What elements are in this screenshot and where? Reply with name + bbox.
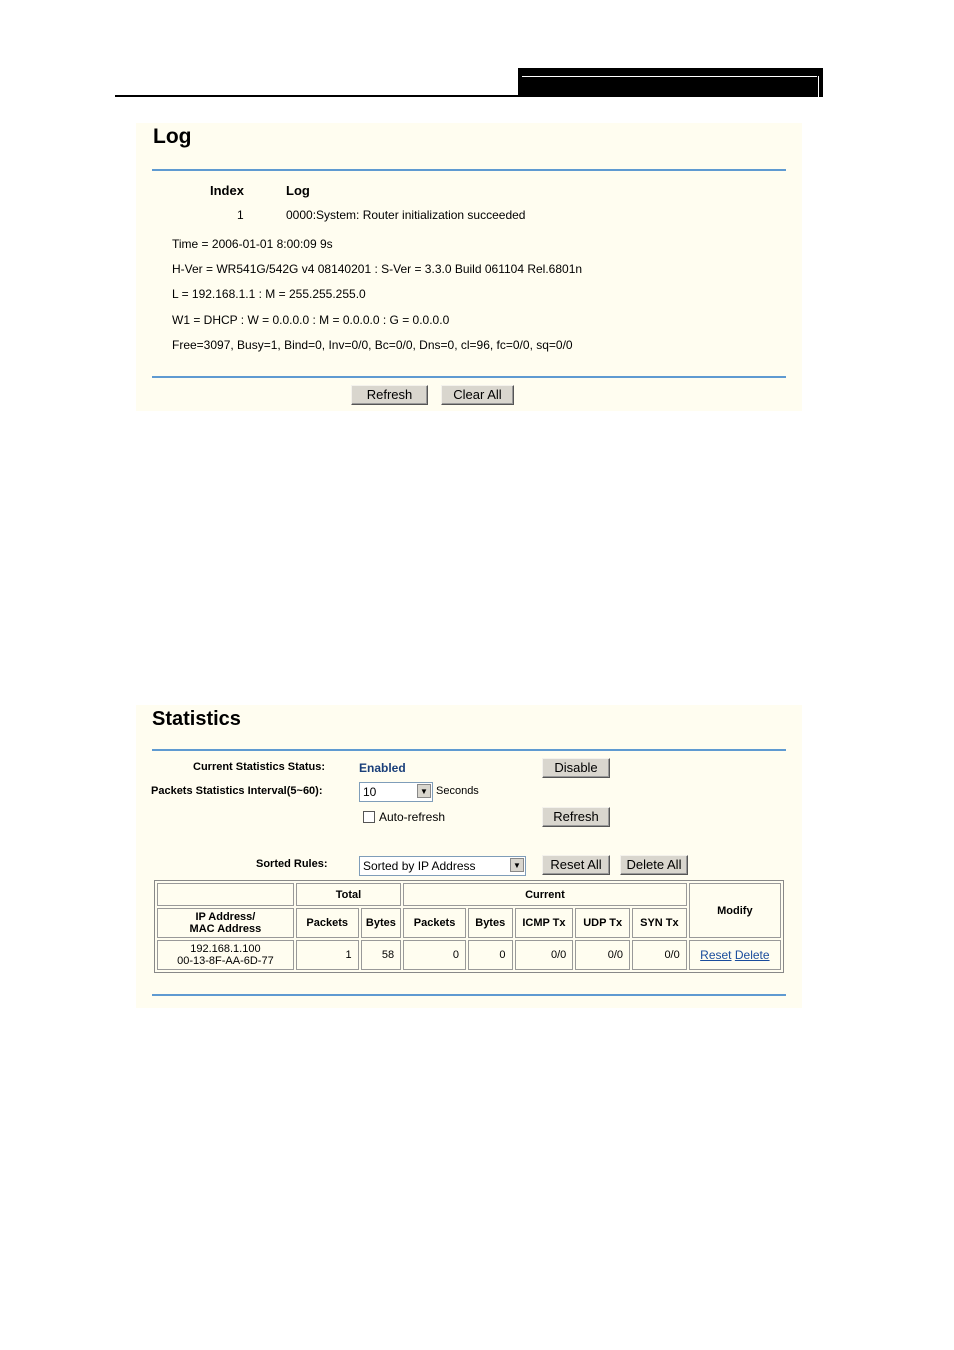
statistics-panel [136,705,802,1008]
chevron-down-icon[interactable]: ▼ [417,784,431,798]
total-bytes-header: Bytes [361,908,402,938]
row-ip: 192.168.1.100 [190,943,261,955]
sorted-rules-select[interactable] [359,856,526,876]
log-info-version: H-Ver = WR541G/542G v4 08140201 : S-Ver = 3.3.0 Build 061104 Rel.6801n [172,262,583,276]
current-group-header: Current [403,883,687,906]
log-bottom-divider [152,376,786,378]
log-index-header: Index [210,183,244,198]
ip-mac-header [157,908,294,938]
sorted-rules-select-value: Sorted by IP Address [363,859,476,873]
sorted-rules-label: Sorted Rules: [256,858,328,870]
interval-select[interactable] [359,782,433,802]
row-syn-tx: 0/0 [632,940,687,970]
auto-refresh-checkbox[interactable] [363,811,375,823]
table-row [157,940,781,970]
row-ip-mac [157,940,294,970]
row-current-bytes: 0 [468,940,513,970]
row-total-packets: 1 [296,940,359,970]
reset-all-button[interactable]: Reset All [542,855,610,875]
statistics-title: Statistics [152,708,241,730]
log-top-divider [152,169,786,171]
log-panel [136,123,802,411]
row-mac: 00-13-8F-AA-6D-77 [177,955,274,967]
log-entry-text: 0000:System: Router initialization succeeded [286,208,526,222]
row-modify [689,940,781,970]
log-info-lan: L = 192.168.1.1 : M = 255.255.255.0 [172,287,366,301]
delete-all-button[interactable]: Delete All [620,855,688,875]
log-clear-all-button[interactable]: Clear All [441,385,514,405]
auto-refresh-label: Auto-refresh [379,810,446,824]
page-header-bar [518,68,823,97]
udp-tx-header: UDP Tx [575,908,630,938]
statistics-top-divider [152,749,786,751]
syn-tx-header: SYN Tx [632,908,687,938]
row-reset-link[interactable]: Reset [700,948,732,962]
chevron-down-icon[interactable]: ▼ [510,858,524,872]
statistics-bottom-divider [152,994,786,996]
row-current-packets: 0 [403,940,466,970]
statistics-table [154,880,784,973]
current-bytes-header: Bytes [468,908,513,938]
icmp-tx-header: ICMP Tx [515,908,574,938]
row-total-bytes: 58 [361,940,402,970]
row-icmp-tx: 0/0 [515,940,574,970]
table-column-header-row [157,908,781,938]
log-refresh-button[interactable]: Refresh [351,385,428,405]
table-blank-header [157,883,294,906]
mac-header: MAC Address [189,923,262,935]
status-label: Current Statistics Status: [193,761,326,773]
interval-label: Packets Statistics Interval(5~60): [151,785,323,797]
statistics-refresh-button[interactable]: Refresh [542,807,610,827]
total-group-header: Total [296,883,401,906]
log-info-wan: W1 = DHCP : W = 0.0.0.0 : M = 0.0.0.0 : G = 0.0.0.0 [172,313,450,327]
log-log-header: Log [286,183,310,198]
table-group-header-row [157,883,781,906]
log-info-memory: Free=3097, Busy=1, Bind=0, Inv=0/0, Bc=0/0, Dns=0, cl=96, fc=0/0, sq=0/0 [172,338,573,352]
interval-select-value: 10 [363,785,377,799]
modify-header: Modify [689,883,781,938]
row-udp-tx: 0/0 [575,940,630,970]
total-packets-header: Packets [296,908,359,938]
log-entry-index: 1 [237,208,244,222]
disable-button[interactable]: Disable [542,758,610,778]
status-value: Enabled [359,761,406,775]
current-packets-header: Packets [403,908,466,938]
seconds-label: Seconds [436,785,479,797]
log-title: Log [153,125,192,148]
log-info-time: Time = 2006-01-01 8:00:09 9s [172,237,333,251]
ip-header: IP Address/ [195,911,256,923]
row-delete-link[interactable]: Delete [734,948,770,962]
